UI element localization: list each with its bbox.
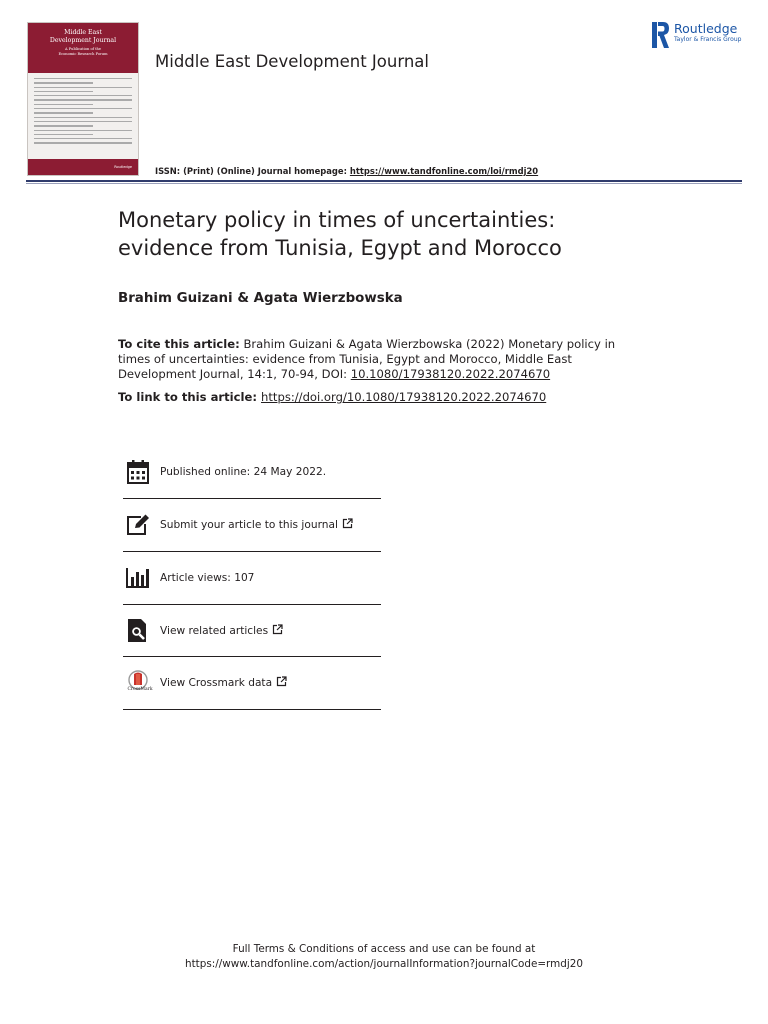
footer-terms-url[interactable]: https://www.tandfonline.com/action/journalInformation?journalCode=rmdj20 bbox=[185, 958, 583, 970]
issn-text: ISSN: (Print) (Online) Journal homepage: bbox=[155, 166, 350, 176]
cover-subtitle-line2: Economic Research Forum bbox=[58, 51, 108, 56]
cite-label: To cite this article: bbox=[118, 337, 240, 351]
citation bbox=[118, 337, 648, 383]
related-row[interactable] bbox=[123, 605, 381, 657]
logo-name: Routledge bbox=[674, 21, 738, 36]
article-link-row bbox=[118, 390, 546, 404]
external-link-icon bbox=[272, 624, 283, 638]
cover-title bbox=[28, 23, 138, 45]
calendar-icon bbox=[123, 460, 153, 484]
published-date: Published online: 24 May 2022. bbox=[160, 465, 327, 478]
article-title-line2: evidence from Tunisia, Egypt and Morocco bbox=[118, 236, 562, 260]
document-search-icon bbox=[123, 619, 153, 643]
cover-publisher-band bbox=[28, 159, 138, 175]
cover-title-line2: Development Journal bbox=[49, 37, 117, 44]
views-row bbox=[123, 552, 381, 605]
doi-link[interactable]: 10.1080/17938120.2022.2074670 bbox=[350, 367, 551, 382]
article-title bbox=[118, 206, 678, 262]
journal-name: Middle East Development Journal bbox=[155, 52, 429, 71]
cover-subtitle-line1: A Publication of the bbox=[65, 47, 101, 51]
published-row bbox=[123, 445, 381, 499]
external-link-icon bbox=[342, 518, 353, 532]
article-views: Article views: 107 bbox=[160, 572, 255, 584]
crossmark-row[interactable] bbox=[123, 657, 381, 710]
footer bbox=[0, 942, 768, 972]
crossmark-link[interactable]: View Crossmark data bbox=[160, 677, 273, 689]
publisher-logo[interactable] bbox=[652, 22, 741, 48]
footer-line1: Full Terms & Conditions of access and use can be found at bbox=[232, 943, 536, 955]
cite-text: Brahim Guizani & Agata Wierzbowska (2022) Monetary policy in times of uncertainties: evidence from Tunisia, Egypt and Morocco, Middle East Development Journal, 14:1, 70-94, DOI: bbox=[118, 337, 616, 382]
issn-line bbox=[155, 166, 538, 176]
link-label: To link to this article: bbox=[118, 390, 262, 404]
external-link-icon bbox=[276, 676, 287, 690]
article-authors: Brahim Guizani & Agata Wierzbowska bbox=[118, 291, 403, 306]
article-info-box bbox=[123, 445, 381, 710]
bar-chart-icon bbox=[123, 568, 153, 588]
edit-icon bbox=[123, 514, 153, 536]
cover-contents-lines bbox=[28, 73, 138, 149]
crossmark-badge-label: CrossMark bbox=[127, 687, 153, 692]
submit-article-link[interactable]: Submit your article to this journal bbox=[160, 519, 338, 531]
journal-homepage-link[interactable]: https://www.tandfonline.com/loi/rmdj20 bbox=[349, 166, 539, 176]
crossmark-icon bbox=[123, 670, 153, 696]
submit-row[interactable] bbox=[123, 499, 381, 552]
routledge-r-icon bbox=[652, 22, 670, 48]
cover-brand: Routledge bbox=[114, 165, 132, 169]
header-divider-thin bbox=[26, 183, 742, 184]
journal-cover-thumbnail bbox=[27, 22, 139, 176]
header-divider bbox=[26, 180, 742, 182]
article-title-line1: Monetary policy in times of uncertainties: bbox=[118, 208, 556, 232]
related-articles-link[interactable]: View related articles bbox=[160, 624, 269, 637]
cover-title-band bbox=[28, 23, 138, 73]
article-doi-url[interactable]: https://doi.org/10.1080/17938120.2022.2074670 bbox=[261, 390, 547, 404]
cover-subtitle bbox=[28, 47, 138, 56]
logo-sub: Taylor & Francis Group bbox=[674, 36, 742, 43]
cover-title-line1: Middle East bbox=[64, 29, 102, 36]
